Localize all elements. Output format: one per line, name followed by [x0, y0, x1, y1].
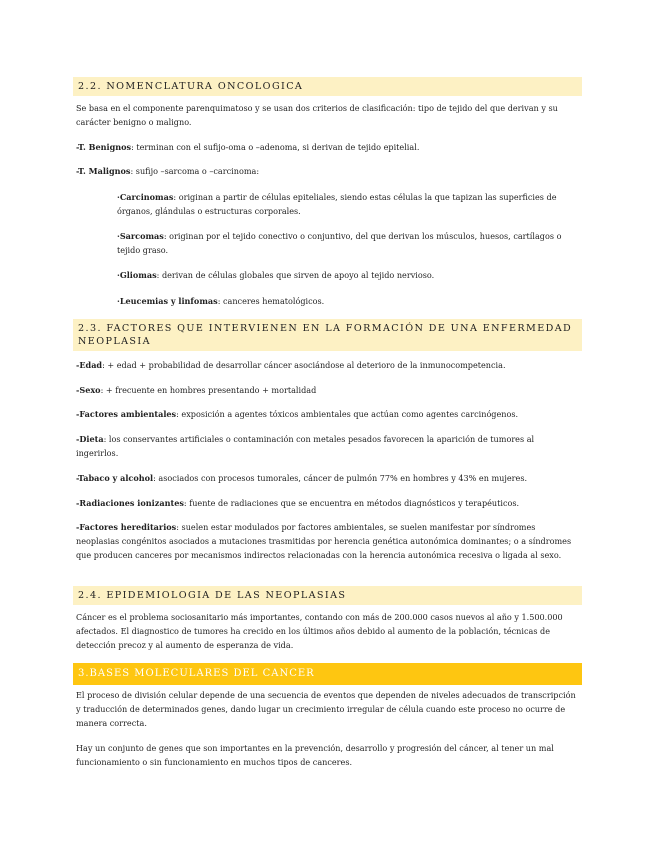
malignos-text: : sufijo –sarcoma o –carcinoma: — [130, 166, 260, 176]
sarcomas-paragraph — [117, 229, 579, 257]
carcinomas-term: ·Carcinomas — [117, 192, 174, 202]
nomenclatura-intro: Se basa en el componente parenquimatoso y se usan dos criterios de clasificación: tipo de tejido del que derivan y su carácter benigno o maligno. — [76, 103, 558, 127]
tabaco-term: -Tabaco y alcohol — [76, 473, 154, 483]
hereditarios-term: -Factores hereditarios — [76, 522, 177, 532]
bases-paragraph-1: El proceso de división celular depende de una secuencia de eventos que dependen de niveles adecuados de transcripción y traducción de determinados genes, dando lugar un crecimiento irregular de célula cuando este proceso no ocurre de manera correcta. — [76, 690, 576, 728]
section-heading-factores: 2.3. FACTORES QUE INTERVIENEN EN LA FORMACIÓN DE UNA ENFERMEDAD NEOPLASIA — [73, 319, 582, 351]
gliomas-term: ·Gliomas — [117, 270, 157, 280]
section-heading-nomenclatura: 2.2. NOMENCLATURA ONCOLOGICA — [73, 77, 582, 96]
radiaciones-paragraph — [76, 496, 576, 510]
edad-paragraph — [76, 358, 576, 372]
sexo-text: : + frecuente en hombres presentando + mortalidad — [100, 385, 317, 395]
dieta-term: -Dieta — [76, 434, 104, 444]
carcinomas-text: : originan a partir de células epiteliales, siendo estas células la que tapizan las superficies de órganos, glándulas o estructuras corporales. — [117, 192, 557, 216]
benignos-paragraph — [76, 140, 576, 154]
ambientales-text: : exposición a agentes tóxicos ambientales que actúan como agentes carcinógenos. — [176, 409, 519, 419]
section-heading-epidemiologia: 2.4. EPIDEMIOLOGIA DE LAS NEOPLASIAS — [73, 586, 582, 605]
sexo-paragraph — [76, 383, 576, 397]
benignos-text: : terminan con el sufijo-oma o –adenoma, si derivan de tejido epitelial. — [131, 142, 420, 152]
hereditarios-text: : suelen estar modulados por factores ambientales, se suelen manifestar por síndromes neoplasias congénitos asociados a mutaciones trasmitidas por herencia genética autonómica dominantes; o a síndromes que producen canceres por mecanismos indirectos relacionadas con la herencia autonómica recesiva o ligada al sexo. — [76, 522, 572, 560]
leucemias-text: : canceres hematológicos. — [217, 296, 325, 306]
radiaciones-term: -Radiaciones ionizantes — [76, 498, 184, 508]
radiaciones-text: : fuente de radiaciones que se encuentra en métodos diagnósticos y terapéuticos. — [183, 498, 520, 508]
epidemiologia-paragraph: Cáncer es el problema sociosanitario más importantes, contando con más de 200.000 casos nuevos al año y 1.500.000 afectados. El diagnostico de tumores ha crecido en los últimos años debido al aumento de la población, técnicas de detección precoz y al aumento de esperanza de vida. — [76, 612, 563, 650]
hereditarios-paragraph — [76, 520, 576, 562]
malignos-term: -T. Malignos — [76, 166, 131, 176]
gliomas-paragraph — [117, 268, 579, 282]
section-heading-bases-moleculares: 3.BASES MOLECULARES DEL CANCER — [73, 663, 582, 685]
sarcomas-text: : originan por el tejido conectivo o conjuntivo, del que derivan los músculos, huesos, cartílagos o tejido graso. — [117, 231, 562, 255]
dieta-paragraph — [76, 432, 576, 460]
tabaco-paragraph — [76, 471, 576, 485]
dieta-text: : los conservantes artificiales o contaminación con metales pesados favorecen la aparición de tumores al ingerirlos. — [76, 434, 535, 458]
benignos-term: -T. Benignos — [76, 142, 132, 152]
tabaco-text: : asociados con procesos tumorales, cáncer de pulmón 77% en hombres y 43% en mujeres. — [153, 473, 528, 483]
gliomas-text: : derivan de células globales que sirven de apoyo al tejido nervioso. — [156, 270, 435, 280]
edad-text: : + edad + probabilidad de desarrollar cáncer asociándose al deterioro de la inmunocompetencia. — [102, 360, 506, 370]
carcinomas-paragraph — [117, 190, 579, 218]
sarcomas-term: ·Sarcomas — [117, 231, 164, 241]
ambientales-paragraph — [76, 407, 576, 421]
bases-paragraph-2: Hay un conjunto de genes que son importantes en la prevención, desarrollo y progresión del cáncer, al tener un mal funcionamiento o sin funcionamiento en muchos tipos de canceres. — [76, 743, 554, 767]
edad-term: -Edad — [76, 360, 103, 370]
leucemias-term: ·Leucemias y linfomas — [117, 296, 218, 306]
ambientales-term: -Factores ambientales — [76, 409, 177, 419]
sexo-term: -Sexo — [76, 385, 101, 395]
malignos-paragraph — [76, 164, 576, 178]
leucemias-paragraph — [117, 294, 579, 308]
